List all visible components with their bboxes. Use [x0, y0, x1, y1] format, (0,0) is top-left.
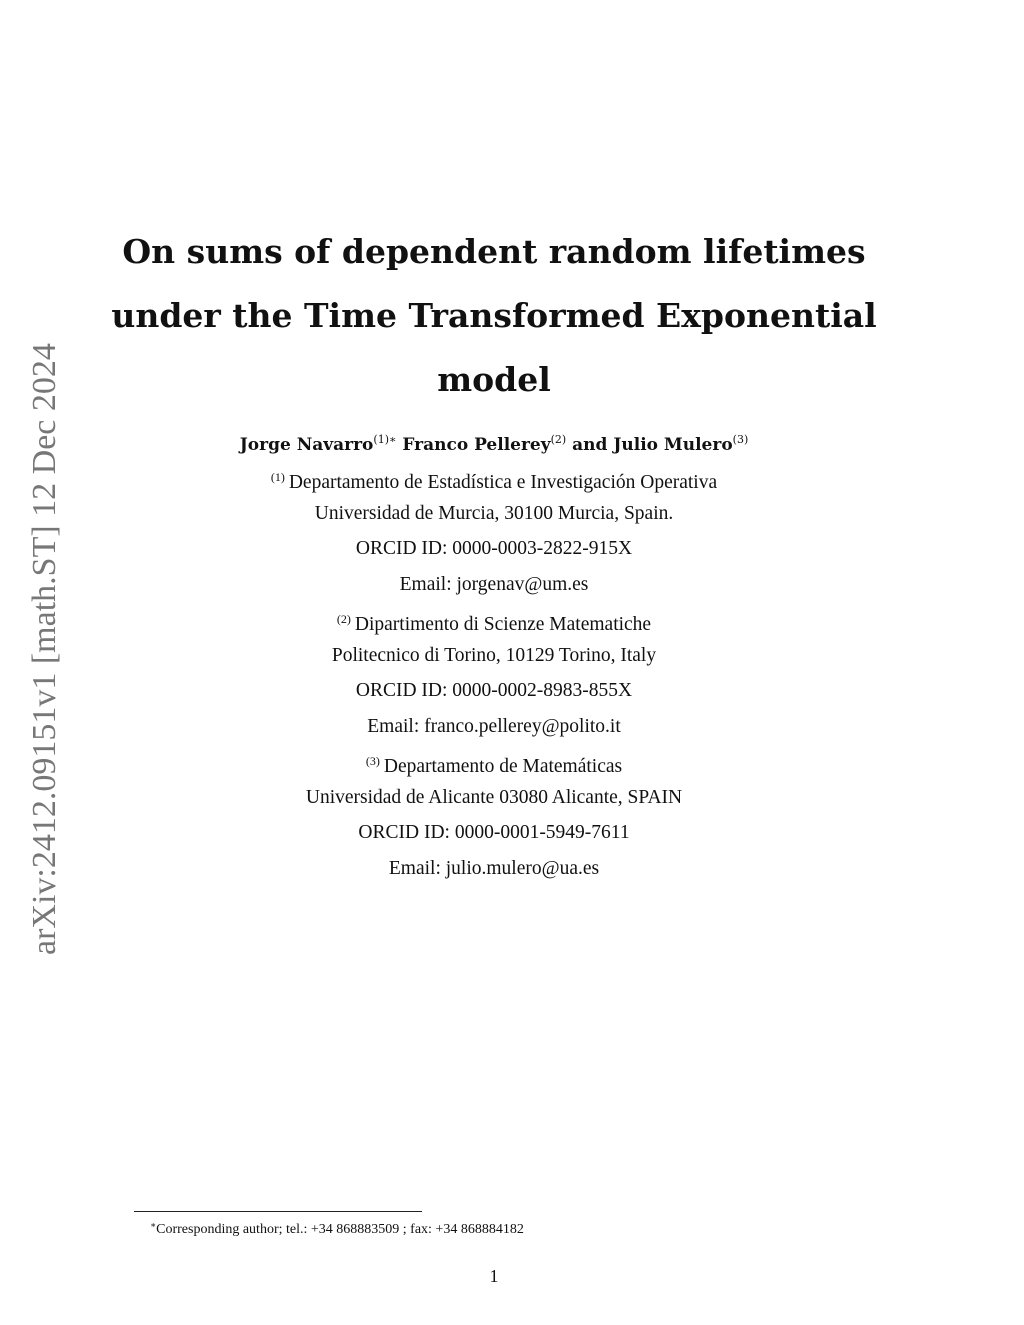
author-affiliation-mark: (1)∗ [373, 433, 397, 446]
author-list [110, 426, 878, 459]
department-name: Departamento de Matemáticas [383, 756, 623, 777]
footnote-mark: ∗ [150, 1220, 157, 1230]
affiliations [110, 460, 878, 886]
affiliation-mark: (3) [365, 754, 380, 768]
title-line-2: under the Time Transformed Exponential [111, 296, 877, 335]
affiliation-1-institution: Universidad de Murcia, 30100 Murcia, Spain. [314, 502, 674, 524]
affiliation-1-email: Email: jorgenav@um.es [399, 573, 589, 595]
affiliation-mark: (1) [270, 470, 285, 484]
affiliation-3-department [110, 744, 878, 780]
affiliation-2-institution: Politecnico di Torino, 10129 Torino, Italy [331, 644, 657, 666]
affiliation-3-email: Email: julio.mulero@ua.es [388, 857, 600, 879]
paper-title [110, 220, 878, 412]
title-line-1: On sums of dependent random lifetimes [122, 232, 866, 271]
arxiv-identifier-stamp: arXiv:2412.09151v1 [math.ST] 12 Dec 2024 [26, 343, 63, 955]
authors-conjunction: and [572, 435, 608, 455]
footnote-text: Corresponding author; tel.: +34 868883509 ; fax: +34 868884182 [156, 1222, 524, 1237]
department-name: Dipartimento di Scienze Matematiche [354, 614, 652, 635]
department-name: Departamento de Estadística e Investigación Operativa [288, 472, 718, 493]
title-line-3: model [437, 360, 551, 399]
affiliation-3-orcid: ORCID ID: 0000-0001-5949-7611 [358, 822, 630, 843]
author-affiliation-mark: (3) [732, 433, 749, 446]
affiliation-2-email: Email: franco.pellerey@polito.it [367, 715, 621, 737]
page-number: 1 [489, 1266, 499, 1286]
author-name: Jorge Navarro [239, 435, 374, 455]
author-name: Franco Pellerey [402, 435, 551, 455]
affiliation-3-institution: Universidad de Alicante 03080 Alicante, SPAIN [305, 786, 683, 808]
affiliation-2-orcid: ORCID ID: 0000-0002-8983-855X [355, 680, 633, 701]
corresponding-author-footnote [150, 1215, 850, 1240]
author-name: Julio Mulero [613, 435, 733, 455]
affiliation-1-orcid: ORCID ID: 0000-0003-2822-915X [355, 538, 633, 559]
affiliation-2-department [110, 602, 878, 638]
affiliation-mark: (2) [336, 612, 351, 626]
affiliation-1-department [110, 460, 878, 496]
author-affiliation-mark: (2) [550, 433, 567, 446]
footnote-divider [134, 1211, 422, 1212]
